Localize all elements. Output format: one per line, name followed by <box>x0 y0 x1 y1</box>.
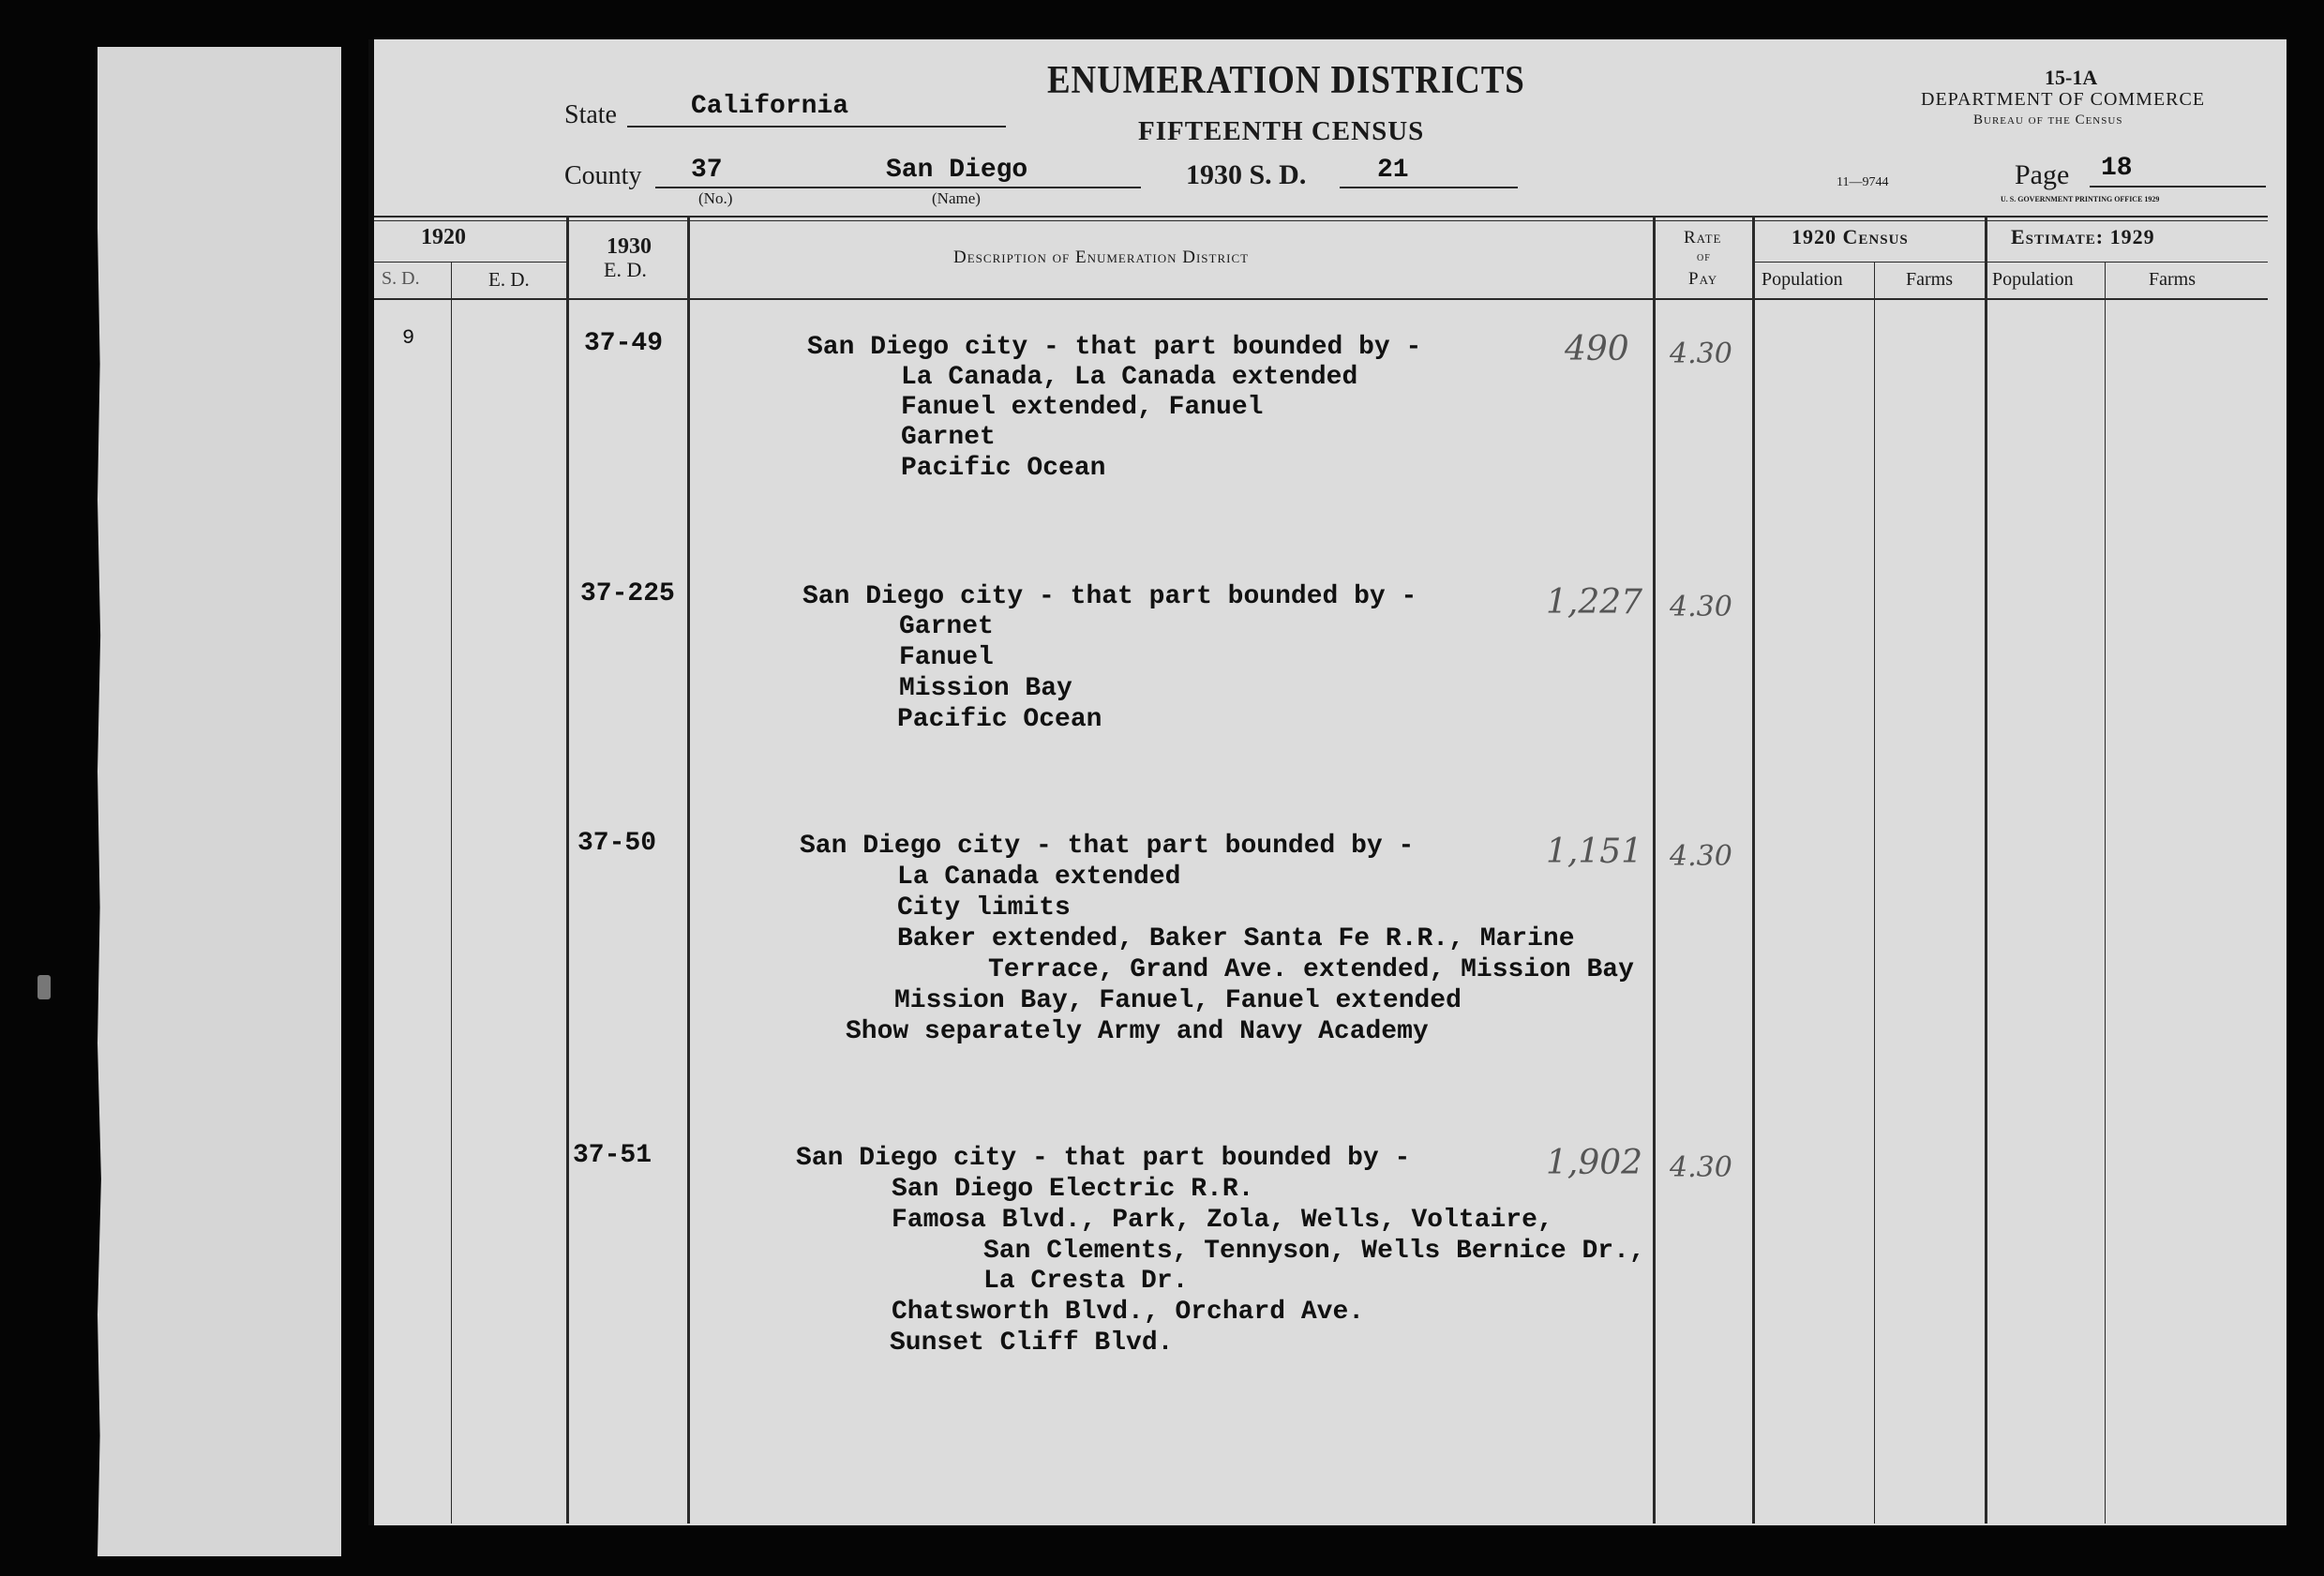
header-bottom-rule <box>374 298 2268 300</box>
header-farms-est: Farms <box>2149 269 2196 290</box>
description-line: Garnet <box>899 612 994 641</box>
handwritten-population: 490 <box>1565 330 1629 368</box>
rule-1920 <box>374 262 566 263</box>
handwritten-population: 1,151 <box>1546 833 1643 871</box>
state-underline <box>627 126 1006 128</box>
page-value: 18 <box>2101 154 2133 183</box>
description-line: Chatsworth Blvd., Orchard Ave. <box>892 1298 1365 1327</box>
header-1930: 1930 <box>607 234 652 259</box>
description-line: San Diego Electric R.R. <box>892 1175 1254 1204</box>
table-top-rule <box>374 216 2268 218</box>
description-line: Terrace, Grand Ave. extended, Mission Bay <box>988 955 1634 984</box>
county-label: County <box>564 161 642 190</box>
col-rule-rate <box>1752 218 1755 1523</box>
county-number: 37 <box>691 156 723 185</box>
handwritten-population: 1,227 <box>1546 583 1643 622</box>
ed-1930-value: 37-50 <box>577 829 657 858</box>
header-ed-1930: E. D. <box>604 258 647 281</box>
ed-1930-value: 37-51 <box>573 1141 652 1170</box>
printing-office: U. S. GOVERNMENT PRINTING OFFICE 1929 <box>2001 195 2160 203</box>
description-line: San Diego city - that part bounded by - <box>802 582 1417 611</box>
handwritten-rate: 4.30 <box>1670 338 1732 370</box>
county-underline <box>655 187 1141 188</box>
header-rate: Rate <box>1684 228 1722 248</box>
description-line: San Clements, Tennyson, Wells Bernice Dr., <box>983 1237 1645 1266</box>
description-line: Pacific Ocean <box>901 454 1106 483</box>
state-label: State <box>564 100 617 129</box>
description-line: Mission Bay, Fanuel, Fanuel extended <box>894 986 1462 1015</box>
name-caption: (Name) <box>932 189 981 207</box>
no-caption: (No.) <box>698 189 733 207</box>
col-rule-sd <box>451 263 452 1523</box>
description-line: Famosa Blvd., Park, Zola, Wells, Voltaire, <box>892 1206 1553 1235</box>
header-1920-census: 1920 Census <box>1792 225 1909 248</box>
print-code: 11—9744 <box>1837 175 1889 189</box>
header-pay: Pay <box>1688 269 1718 289</box>
handwritten-rate: 4.30 <box>1670 840 1732 873</box>
header-estimate: Estimate: 1929 <box>2011 225 2155 248</box>
description-line: Baker extended, Baker Santa Fe R.R., Marine <box>897 924 1575 953</box>
header-ed-1920: E. D. <box>488 268 530 291</box>
header-of: of <box>1697 250 1711 264</box>
header-farms-1920: Farms <box>1906 269 1953 290</box>
description-line: Mission Bay <box>899 674 1072 703</box>
film-edge-mark <box>37 975 51 999</box>
adjacent-page-strip <box>97 47 341 1556</box>
department-label: DEPARTMENT OF COMMERCE <box>1921 89 2206 110</box>
col-rule-est-pop <box>2105 263 2106 1523</box>
table-top-rule-2 <box>374 220 2268 221</box>
description-line: San Diego city - that part bounded by - <box>807 333 1422 362</box>
description-line: Fanuel <box>899 643 994 672</box>
handwritten-rate: 4.30 <box>1670 1151 1732 1184</box>
description-line: San Diego city - that part bounded by - <box>800 832 1415 861</box>
bureau-label: Bureau of the Census <box>1973 113 2123 128</box>
handwritten-rate: 4.30 <box>1670 591 1732 623</box>
sd-label: 1930 S. D. <box>1186 159 1307 190</box>
sd-value: 21 <box>1377 156 1409 185</box>
county-name: San Diego <box>886 156 1028 185</box>
description-line: La Canada extended <box>897 863 1181 892</box>
description-line: Fanuel extended, Fanuel <box>901 393 1264 422</box>
col-rule-1920 <box>566 218 569 1523</box>
sd-underline <box>1340 187 1518 188</box>
description-line: La Canada, La Canada extended <box>901 363 1358 392</box>
ed-1930-value: 37-225 <box>580 579 675 608</box>
description-line: City limits <box>897 893 1071 923</box>
form-title: ENUMERATION DISTRICTS <box>1047 59 1525 102</box>
description-line: Show separately Army and Navy Academy <box>846 1017 1429 1046</box>
description-line: Pacific Ocean <box>897 705 1102 734</box>
sd-1920-value: 9 <box>402 326 415 350</box>
form-subtitle: FIFTEENTH CENSUS <box>1138 116 1425 146</box>
form-number: 15-1A <box>2045 66 2098 89</box>
ed-1930-value: 37-49 <box>584 329 664 358</box>
rule-census-estimate <box>1755 262 2268 263</box>
col-rule-1930 <box>687 218 690 1523</box>
col-rule-census <box>1985 218 1987 1523</box>
header-description: Description of Enumeration District <box>953 248 1250 267</box>
header-population-est: Population <box>1992 269 2074 290</box>
state-value: California <box>691 92 849 121</box>
description-line: Sunset Cliff Blvd. <box>890 1328 1174 1358</box>
census-form-page <box>368 39 2287 1525</box>
handwritten-population: 1,902 <box>1546 1144 1643 1182</box>
description-line: La Cresta Dr. <box>983 1267 1189 1296</box>
header-population-1920: Population <box>1762 269 1843 290</box>
header-1920: 1920 <box>421 225 466 249</box>
header-sd: S. D. <box>382 268 420 289</box>
description-line: San Diego city - that part bounded by - <box>796 1144 1411 1173</box>
description-line: Garnet <box>901 423 996 452</box>
col-rule-pop1920 <box>1874 263 1875 1523</box>
page-underline <box>2090 186 2266 188</box>
col-rule-desc <box>1653 218 1656 1523</box>
page-label: Page <box>2015 159 2070 190</box>
